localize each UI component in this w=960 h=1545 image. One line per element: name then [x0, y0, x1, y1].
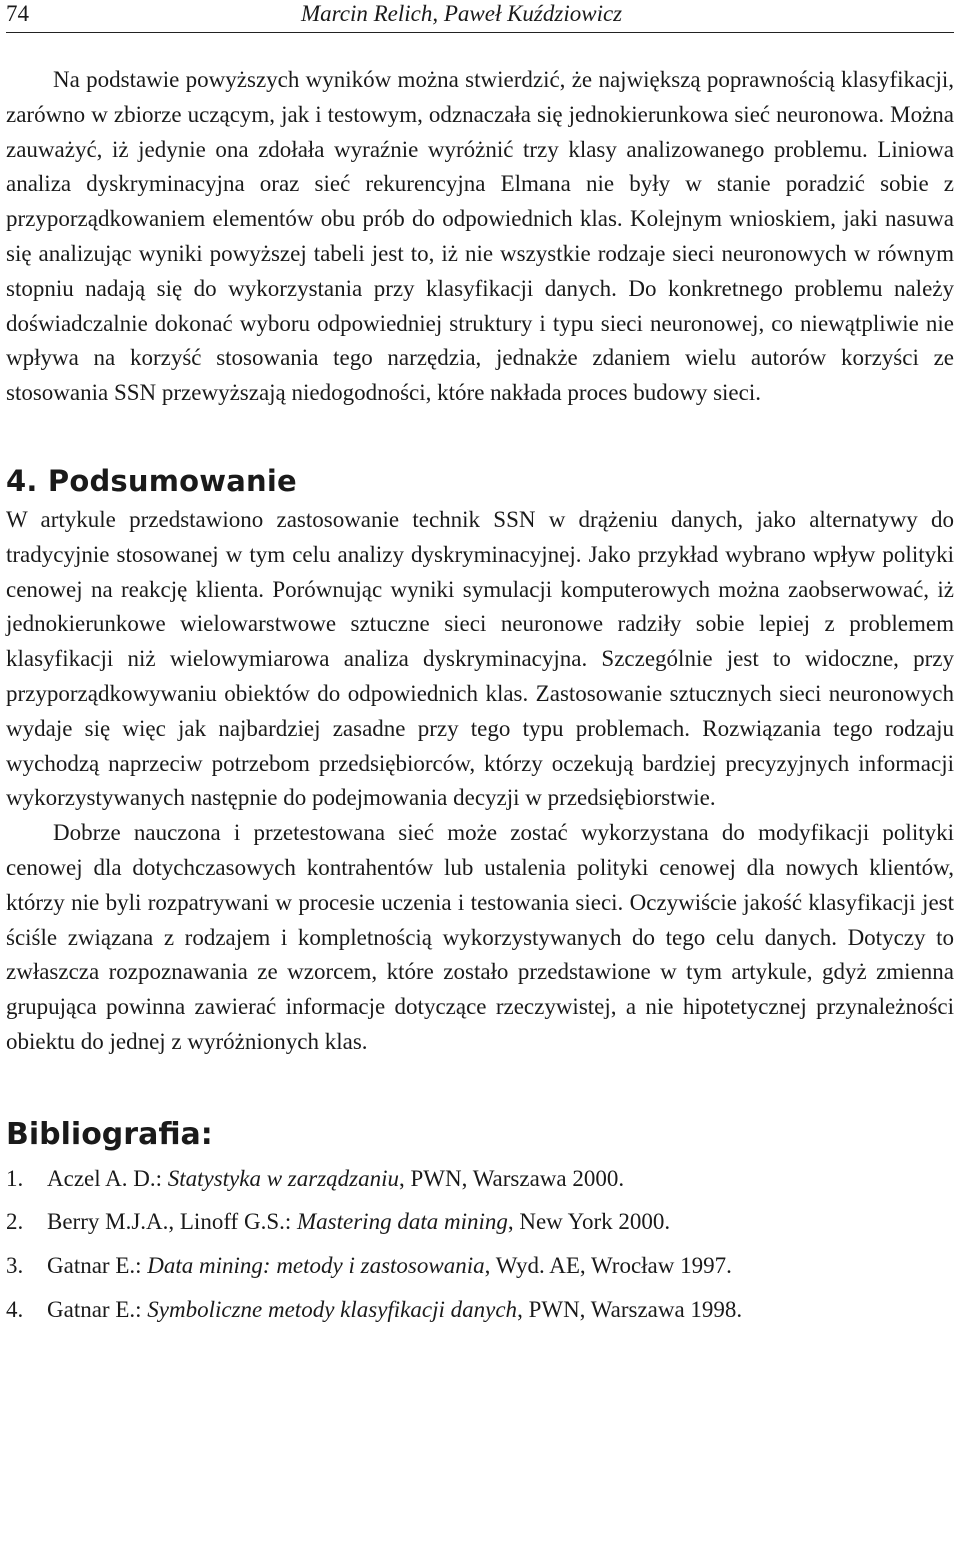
bibliography-publisher: , Wyd. AE, Wrocław 1997.: [484, 1252, 732, 1278]
bibliography-author: Aczel A. D.:: [47, 1165, 168, 1191]
body-paragraph-1: Na podstawie powyższych wyników można stwierdzić, że największą poprawnością klasyfikacji, zarówno w zbiorze uczącym, jak i testowym, odznaczała się jednokierunkowa sieć neuronowa. Można zauważyć, iż jedynie ona zdołała wyraźnie wyróżnić trzy klasy analizowanego problemu. Liniowa analiza dyskryminacyjna oraz sieć rekurencyjna Elmana nie były w stanie poradzić sobie z przyporządkowaniem elementów obu prób do odpowiednich klas. Kolejnym wnioskiem, jaki nasuwa się analizując wyniki powyższej tabeli jest to, iż nie wszystkie rodzaje sieci neuronowych w równym stopniu nadają się do wykorzystania przy klasyfikacji danych. Do konkretnego problemu należy doświadczalnie dokonać wyboru odpowiedniej struktury i typu sieci neuronowej, co niewątpliwie nie wpływa na korzyść stosowania tego narzędzia, jednakże zdaniem wielu autorów korzyści ze stosowania SSN przewyższają niedogodności, które nakłada proces budowy sieci.: [6, 67, 954, 406]
bibliography-list: [6, 1157, 954, 1331]
bibliography-item-text: [47, 1200, 670, 1244]
section-heading-summary: 4. Podsumowanie: [6, 463, 297, 498]
bibliography-author: Berry M.J.A., Linoff G.S.:: [47, 1209, 298, 1235]
bibliography-item-number: 3.: [6, 1252, 24, 1278]
bibliography-publisher: , PWN, Warszawa 2000.: [399, 1165, 625, 1191]
page-number: 74: [6, 1, 29, 26]
bibliography-title: Data mining: metody i zastosowania: [147, 1252, 485, 1278]
bibliography-author: Gatnar E.:: [47, 1296, 148, 1322]
bibliography-heading: Bibliografia:: [6, 1116, 213, 1152]
bibliography-item-text: [47, 1288, 742, 1332]
bibliography-publisher: , PWN, Warszawa 1998.: [517, 1296, 743, 1322]
bibliography-publisher: , New York 2000.: [507, 1209, 671, 1235]
body-paragraph-3: Dobrze nauczona i przetestowana sieć może zostać wykorzystana do modyfikacji polityki cenowej dla dotychczasowych kontrahentów lub ustalenia polityki cenowej dla nowych klientów, którzy nie byli rozpatrywani w procesie uczenia i testowania sieci. Oczywiście jakość klasyfikacji jest ściśle związana z rodzajem i kompletnością wykorzystywanych do tego celu danych. Dotyczy to zwłaszcza rozpoznawania ze wzorcem, które zostało przedstawione w tym artykule, gdyż zmienna grupująca powinna zawierać informacje dotyczące rzeczywistej, a nie hipotetycznej przynależności obiektu do jednej z wyróżnionych klas.: [6, 820, 954, 1054]
running-title-authors: Marcin Relich, Paweł Kuździowicz: [301, 1, 623, 26]
bibliography-item-number: 4.: [6, 1296, 24, 1322]
bibliography-title: Statystyka w zarządzaniu: [167, 1165, 399, 1191]
bibliography-item: [6, 1244, 954, 1288]
bibliography-title: Mastering data mining: [297, 1209, 508, 1235]
bibliography-item: [6, 1157, 954, 1201]
body-paragraph-2: W artykule przedstawiono zastosowanie technik SSN w drążeniu danych, jako alternatywy do tradycyjnie stosowanej w tym celu analizy dyskryminacyjnej. Jako przykład wybrano wpływ polityki cenowej na reakcję klienta. Porównując wyniki symulacji komputerowych można zaobserwować, iż jednokierunkowe wielowarstwowe sztuczne sieci neuronowe radziły sobie lepiej z problemem klasyfikacji niż wielowymiarowa analiza dyskryminacyjna. Szczególnie jest to widoczne, przy przyporządkowywaniu obiektów do odpowiednich klas. Zastosowanie sztucznych sieci neuronowych wydaje się więc jak najbardziej zasadne przy tego typu problemach. Rozwiązania tego rodzaju wychodzą naprzeciw potrzebom przedsiębiorców, którzy oczekują bardziej precyzyjnych informacji wykorzystywanych następnie do podejmowania decyzji w przedsiębiorstwie.: [6, 506, 954, 811]
running-header: [6, 0, 954, 33]
bibliography-item-text: [47, 1244, 732, 1288]
bibliography-item: [6, 1288, 954, 1332]
document-page: [6, 0, 954, 1331]
bibliography-title: Symboliczne metody klasyfikacji danych: [147, 1296, 518, 1322]
bibliography-item: [6, 1200, 954, 1244]
bibliography-author: Gatnar E.:: [47, 1252, 148, 1278]
bibliography-item-text: [47, 1157, 624, 1201]
bibliography-item-number: 2.: [6, 1209, 24, 1235]
bibliography-item-number: 1.: [6, 1165, 24, 1191]
